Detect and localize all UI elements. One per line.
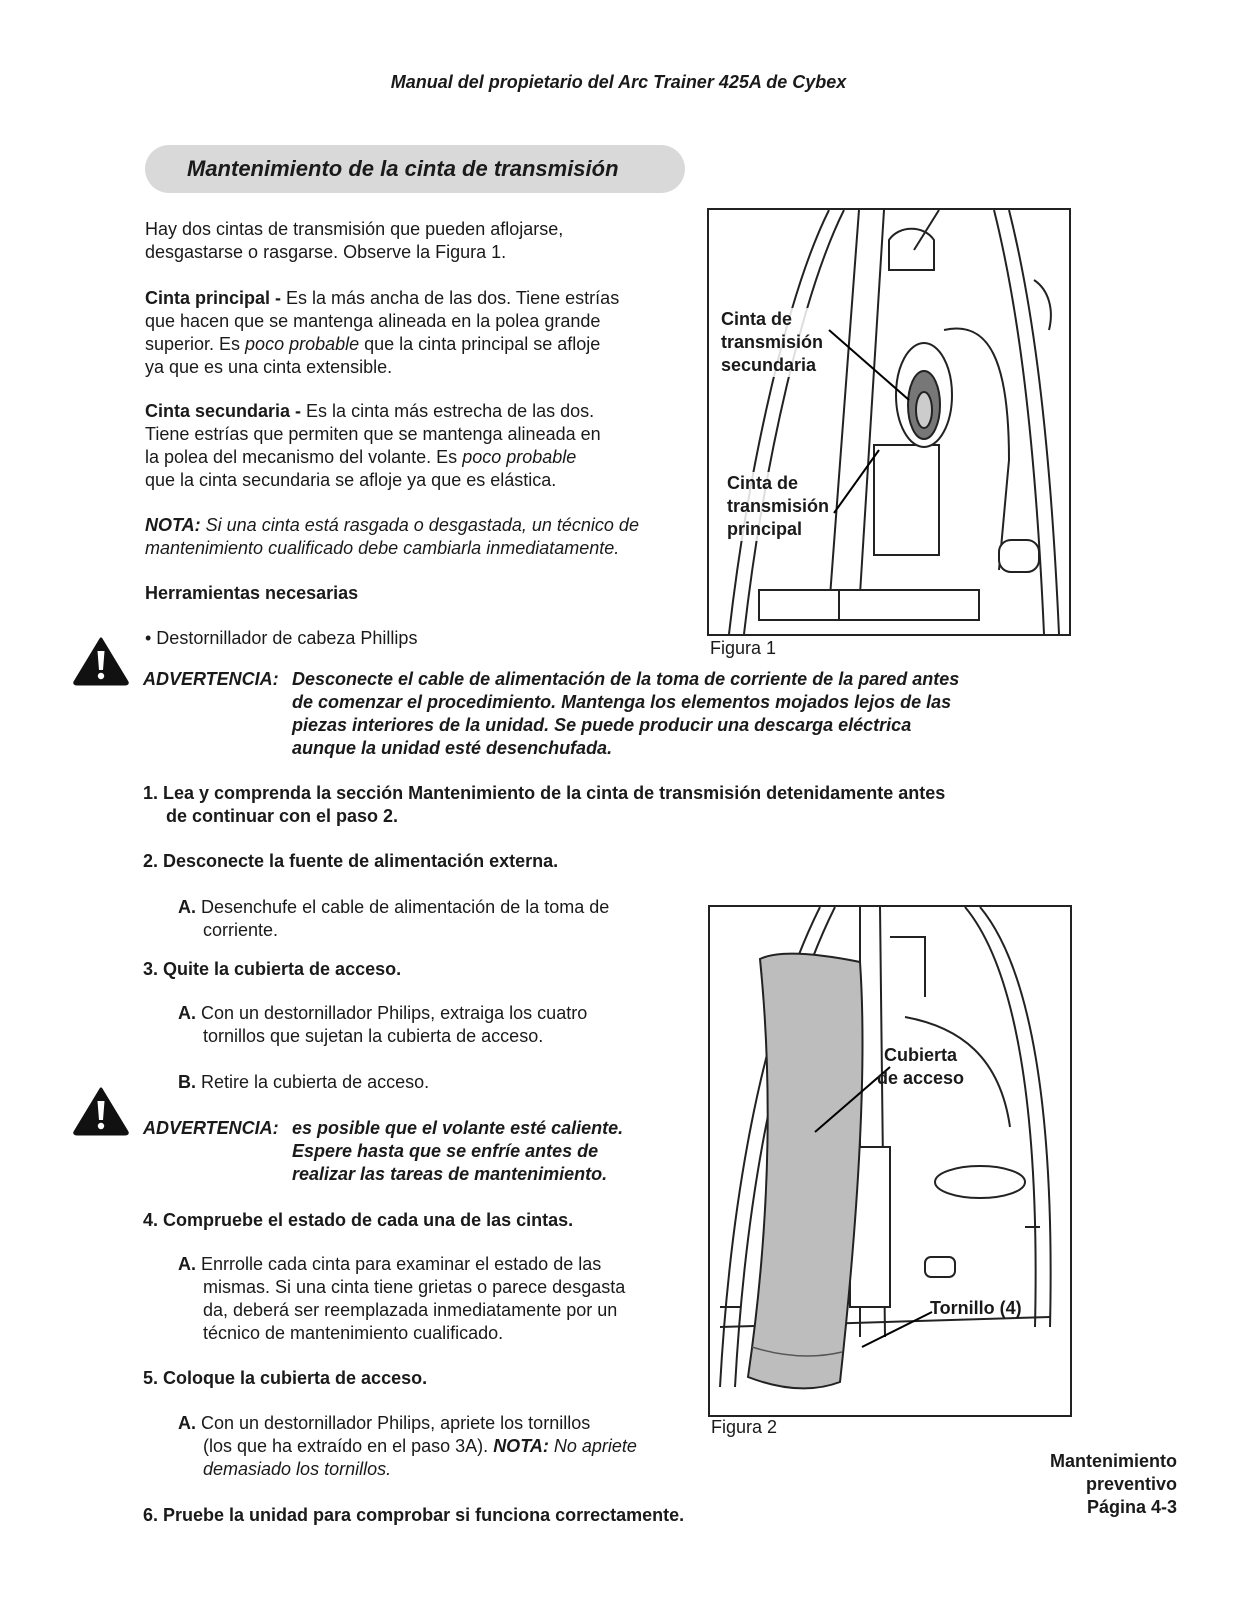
warning-1-text: Desconecte el cable de alimentación de la toma de corriente de la pared antes de comenzar el procedimiento. Mantenga los elementos mojados lejos de las piezas interiores de la unidad. Se puede producir una descarga eléctrica aunque la unidad esté desenchufada. xyxy=(292,669,960,758)
warning-2-label: ADVERTENCIA: xyxy=(143,1118,279,1138)
step-1: 1. Lea y comprenda la sección Mantenimiento de la cinta de transmisión detenidamente antes de continuar con el paso 2. xyxy=(143,783,946,826)
page-footer: Mantenimiento preventivo Página 4-3 xyxy=(1049,1451,1177,1517)
step-4a: A. Enrrolle cada cinta para examinar el estado de las mismas. Si una cinta tiene grietas o parece desgasta da, deberá ser reemplazada inmediatamente por un técnico de mantenimiento cualificado. xyxy=(178,1254,626,1343)
warning-2 xyxy=(143,1117,279,1140)
step-2: 2. Desconecte la fuente de alimentación externa. xyxy=(143,851,559,871)
principal-paragraph: Cinta principal - Es la más ancha de las dos. Tiene estrías que hacen que se mantenga alineada en la polea grande superior. Es poco probable que la cinta principal se afloje ya que es una cinta extensible. xyxy=(145,288,620,377)
figure-1-caption: Figura 1 xyxy=(710,638,777,658)
step-3: 3. Quite la cubierta de acceso. xyxy=(143,959,402,979)
figure-1-label-secundaria: Cinta de transmisión secundaria xyxy=(721,309,824,375)
secundaria-paragraph: Cinta secundaria - Es la cinta más estrecha de las dos. Tiene estrías que permiten que se mantenga alineada en la polea del mecanismo del volante. Es poco probable que la cinta secundaria se afloje ya que es elástica. xyxy=(145,401,601,490)
principal-label: Cinta principal - xyxy=(145,288,287,308)
secundaria-label: Cinta secundaria - xyxy=(145,401,307,421)
intro-paragraph: Hay dos cintas de transmisión que pueden aflojarse, desgastarse o rasgarse. Observe la Figura 1. xyxy=(145,219,564,262)
step-5: 5. Coloque la cubierta de acceso. xyxy=(143,1368,428,1388)
figure-2-caption: Figura 2 xyxy=(711,1417,778,1437)
figure-1-drive-belts xyxy=(707,208,1071,636)
section-title: Mantenimiento de la cinta de transmisión xyxy=(187,156,619,181)
step-6: 6. Pruebe la unidad para comprobar si funciona correctamente. xyxy=(143,1505,685,1525)
warning-icon xyxy=(72,1086,130,1136)
figure-2-label-cubierta: Cubierta de acceso xyxy=(877,1045,965,1088)
figure-2-illustration xyxy=(710,907,1070,1415)
page-header: Manual del propietario del Arc Trainer 425A de Cybex xyxy=(390,72,847,92)
figure-2-access-cover xyxy=(708,905,1072,1417)
figure-2-label-tornillo: Tornillo (4) xyxy=(930,1298,1022,1318)
nota-label: NOTA: xyxy=(145,515,201,535)
tools-heading: Herramientas necesarias xyxy=(145,583,359,603)
warning-1 xyxy=(143,668,279,691)
step-5a: A. Con un destornillador Philips, apriete los tornillos (los que ha extraído en el paso 3A). NOTA: No apriete demasiado los tornillos. xyxy=(178,1413,637,1479)
figure-1-label-principal: Cinta de transmisión principal xyxy=(727,473,830,539)
step-3b: B. Retire la cubierta de acceso. xyxy=(178,1072,430,1092)
nota-paragraph: NOTA: Si una cinta está rasgada o desgastada, un técnico de mantenimiento cualificado debe cambiarla inmediatamente. xyxy=(145,515,639,558)
warning-2-text: es posible que el volante esté caliente. Espere hasta que se enfríe antes de realizar las tareas de mantenimiento. xyxy=(292,1118,624,1184)
step-3a: A. Con un destornillador Philips, extraiga los cuatro tornillos que sujetan la cubierta de acceso. xyxy=(178,1003,588,1046)
step-2a: A. Desenchufe el cable de alimentación de la toma de corriente. xyxy=(178,897,610,940)
section-title-banner xyxy=(145,145,685,193)
warning-icon xyxy=(72,636,130,686)
step-4: 4. Compruebe el estado de cada una de las cintas. xyxy=(143,1210,574,1230)
figure-1-illustration xyxy=(709,210,1069,634)
warning-1-label: ADVERTENCIA: xyxy=(143,669,279,689)
tools-item: • Destornillador de cabeza Phillips xyxy=(145,628,418,648)
